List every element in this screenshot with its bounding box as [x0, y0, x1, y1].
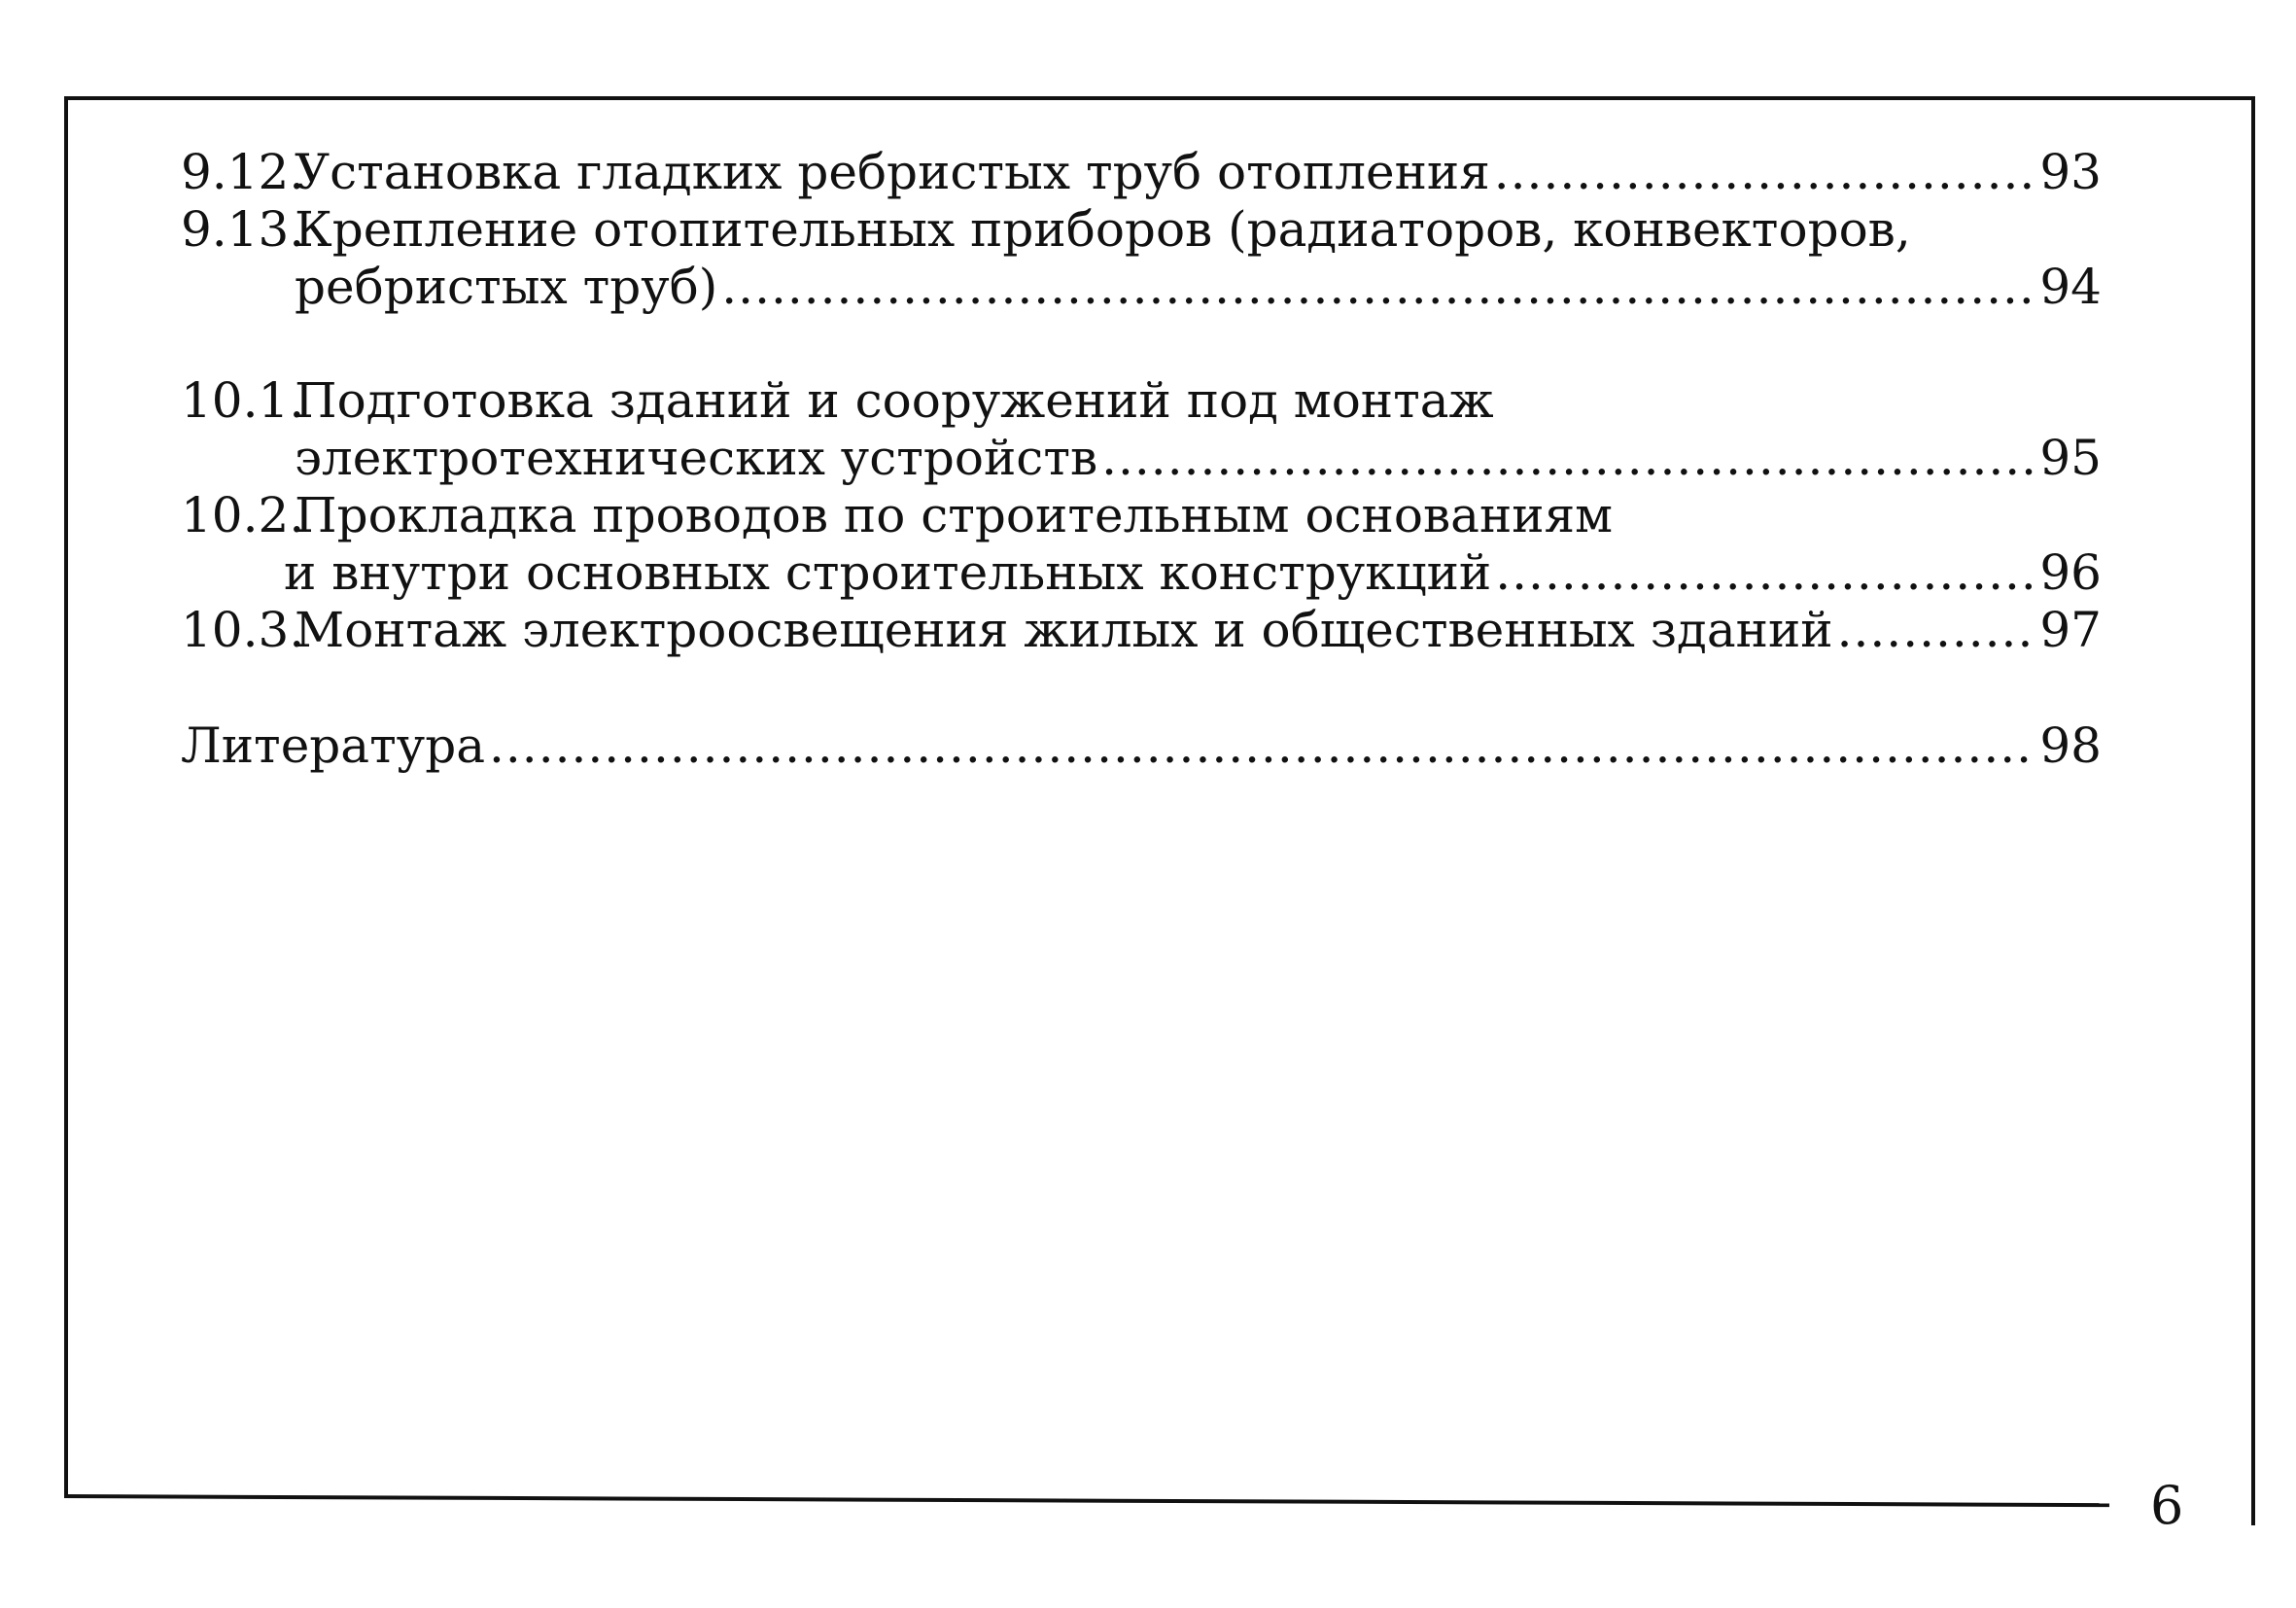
- toc-leader-dots: [489, 717, 2035, 775]
- toc-leader-dots: [721, 259, 2035, 316]
- toc-entry-title: Крепление отопительных приборов (радиаторов, конвекторов,: [295, 201, 1911, 258]
- frame-top-border: [64, 96, 2255, 100]
- toc-entry-page: 93: [2039, 144, 2102, 200]
- toc-entry-number: 10.3.: [181, 602, 305, 658]
- toc-entry-page: 94: [2039, 259, 2102, 315]
- toc-entry-10-1-continuation[interactable]: [181, 430, 2102, 487]
- toc-entry-number: 9.13.: [181, 201, 305, 258]
- toc-entry-page: 98: [2039, 717, 2102, 774]
- toc-entry-title-continuation: и внутри основных строительных конструкций: [284, 544, 1492, 601]
- toc-entry-9-13-continuation[interactable]: [181, 259, 2102, 316]
- toc-entry-10-1[interactable]: [181, 372, 2102, 430]
- toc-leader-dots: [1495, 544, 2035, 602]
- toc-leader-dots: [1837, 602, 2036, 659]
- table-of-contents: [181, 144, 2102, 775]
- toc-entry-title: Прокладка проводов по строительным основаниям: [295, 487, 1614, 543]
- frame-bottom-border: [64, 1494, 2109, 1507]
- frame-left-border: [64, 96, 68, 1496]
- toc-entry-page: 96: [2039, 544, 2102, 601]
- toc-entry-10-3[interactable]: [181, 602, 2102, 659]
- toc-entry-page: 95: [2039, 430, 2102, 486]
- toc-entry-title-continuation: ребристых труб): [295, 259, 718, 315]
- toc-leader-dots: [1101, 430, 2035, 487]
- toc-entry-10-2[interactable]: [181, 487, 2102, 544]
- toc-entry-page: 97: [2039, 602, 2102, 658]
- frame-right-border: [2251, 96, 2255, 1525]
- toc-entry-title: Литература: [181, 717, 486, 774]
- toc-leader-dots: [1494, 144, 2036, 201]
- toc-entry-literature[interactable]: [181, 717, 2102, 775]
- toc-entry-number: 10.1.: [181, 372, 305, 429]
- toc-entry-10-2-continuation[interactable]: [181, 544, 2102, 602]
- toc-entry-number: 10.2.: [181, 487, 305, 543]
- toc-entry-title-continuation: электротехнических устройств: [295, 430, 1098, 486]
- toc-entry-title: Подготовка зданий и сооружений под монтаж: [295, 372, 1494, 429]
- toc-entry-9-12[interactable]: [181, 144, 2102, 201]
- toc-entry-title: Установка гладких ребристых труб отопления: [295, 144, 1490, 200]
- toc-entry-9-13[interactable]: [181, 201, 2102, 259]
- toc-entry-number: 9.12.: [181, 144, 305, 200]
- page-number: 6: [2150, 1475, 2184, 1536]
- toc-entry-title: Монтаж электроосвещения жилых и общественных зданий: [295, 602, 1833, 658]
